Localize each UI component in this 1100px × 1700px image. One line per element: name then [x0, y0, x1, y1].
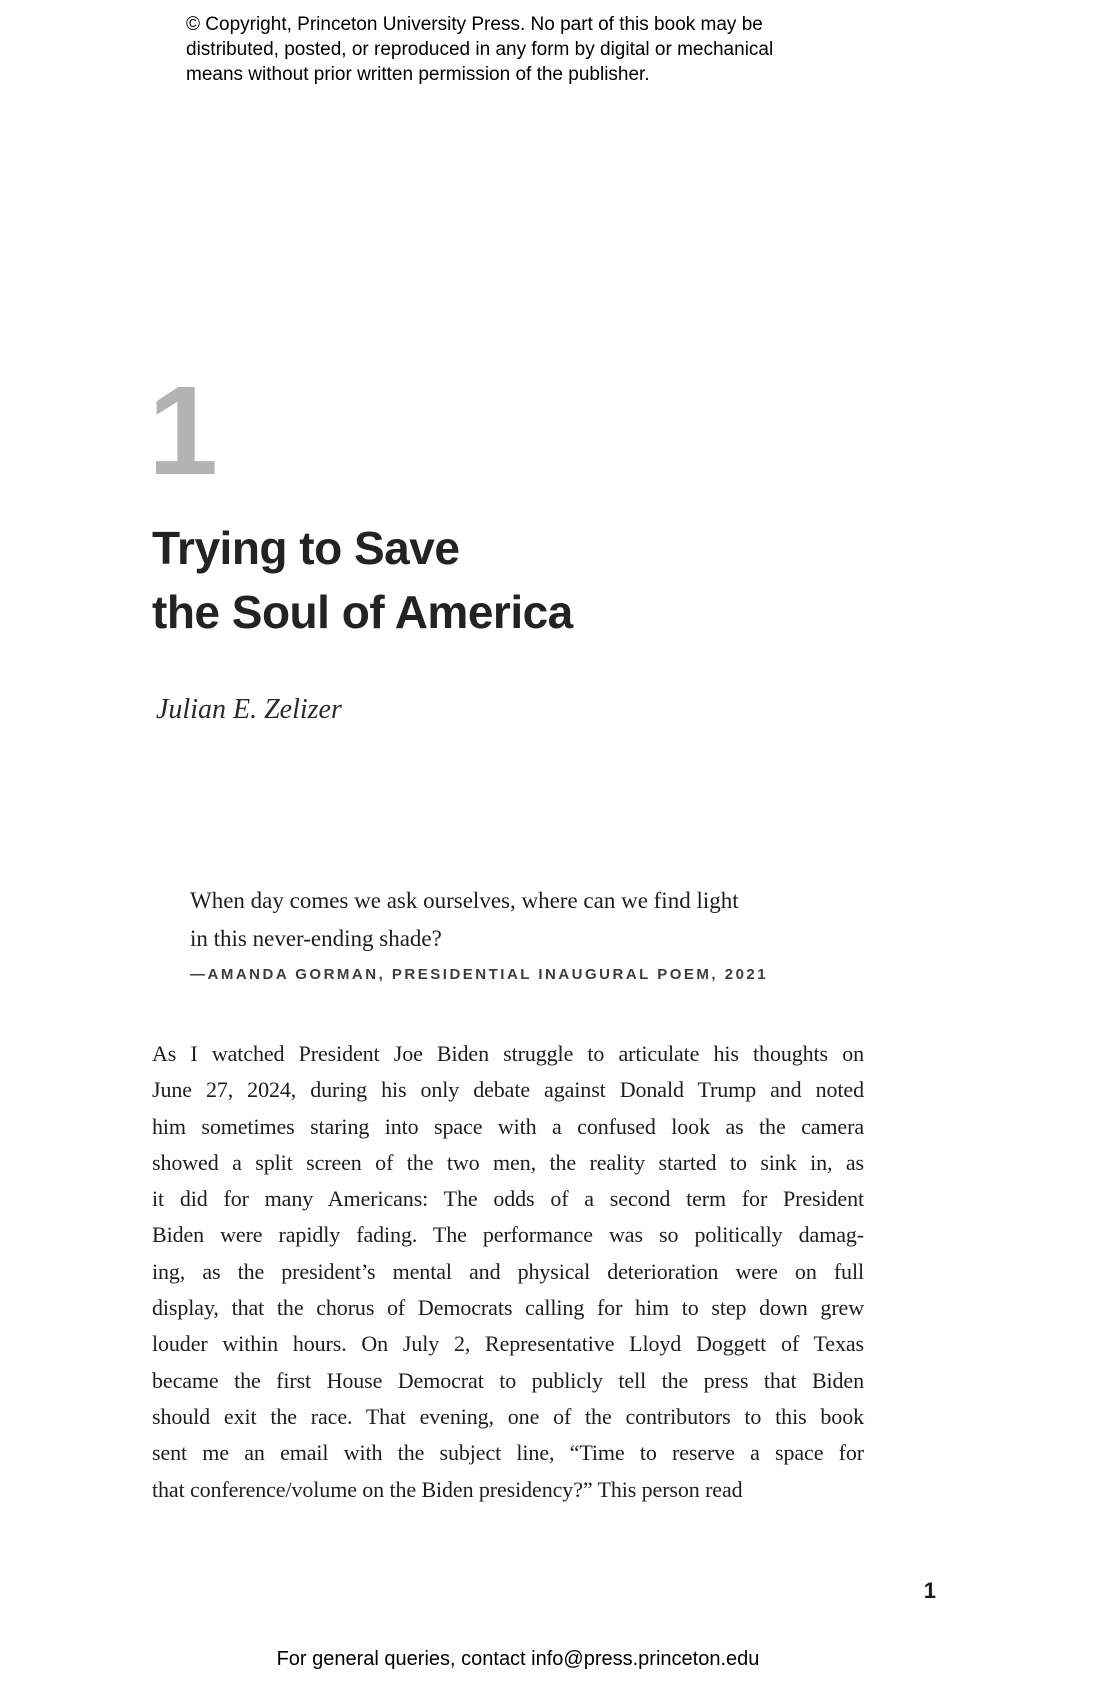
epigraph-line: When day comes we ask ourselves, where can we find light [190, 888, 739, 913]
chapter-title-line: the Soul of America [152, 586, 573, 638]
chapter-title [152, 516, 573, 644]
epigraph-line: in this never-ending shade? [190, 926, 442, 951]
body-line: As I watched President Joe Biden struggle to articulate his thoughts on [152, 1041, 864, 1066]
body-paragraph [152, 1036, 864, 1508]
body-line: louder within hours. On July 2, Representative Lloyd Doggett of Texas [152, 1331, 864, 1357]
body-line: display, that the chorus of Democrats calling for him to step down grew [152, 1295, 864, 1321]
body-line: Biden were rapidly fading. The performance was so politically damag- [152, 1222, 864, 1248]
author-byline: Julian E. Zelizer [156, 694, 342, 725]
body-line: it did for many Americans: The odds of a second term for President [152, 1186, 864, 1212]
body-line: June 27, 2024, during his only debate against Donald Trump and noted [152, 1077, 864, 1103]
body-line: him sometimes staring into space with a confused look as the camera [152, 1113, 864, 1139]
body-line: ing, as the president’s mental and physical deterioration were on full [152, 1258, 864, 1284]
epigraph-quote [190, 882, 739, 958]
page-number: 1 [923, 1578, 936, 1603]
epigraph-attribution: —AMANDA GORMAN, PRESIDENTIAL INAUGURAL POEM, 2021 [190, 966, 769, 983]
copyright-line: distributed, posted, or reproduced in any form by digital or mechanical [186, 39, 774, 60]
chapter-title-line: Trying to Save [152, 522, 460, 574]
copyright-line: © Copyright, Princeton University Press. No part of this book may be [186, 14, 763, 35]
chapter-number: 1 [148, 360, 215, 501]
body-line: that conference/volume on the Biden presidency?” This person read [152, 1476, 743, 1502]
body-line: should exit the race. That evening, one of the contributors to this book [152, 1403, 864, 1429]
copyright-notice [186, 12, 773, 87]
body-line: showed a split screen of the two men, the reality started to sink in, as [152, 1149, 864, 1175]
body-line: sent me an email with the subject line, “Time to reserve a space for [152, 1440, 864, 1466]
copyright-line: means without prior written permission of the publisher. [186, 64, 650, 85]
footer-contact: For general queries, contact info@press.princeton.edu [276, 1648, 760, 1670]
body-line: became the first House Democrat to publicly tell the press that Biden [152, 1367, 864, 1393]
